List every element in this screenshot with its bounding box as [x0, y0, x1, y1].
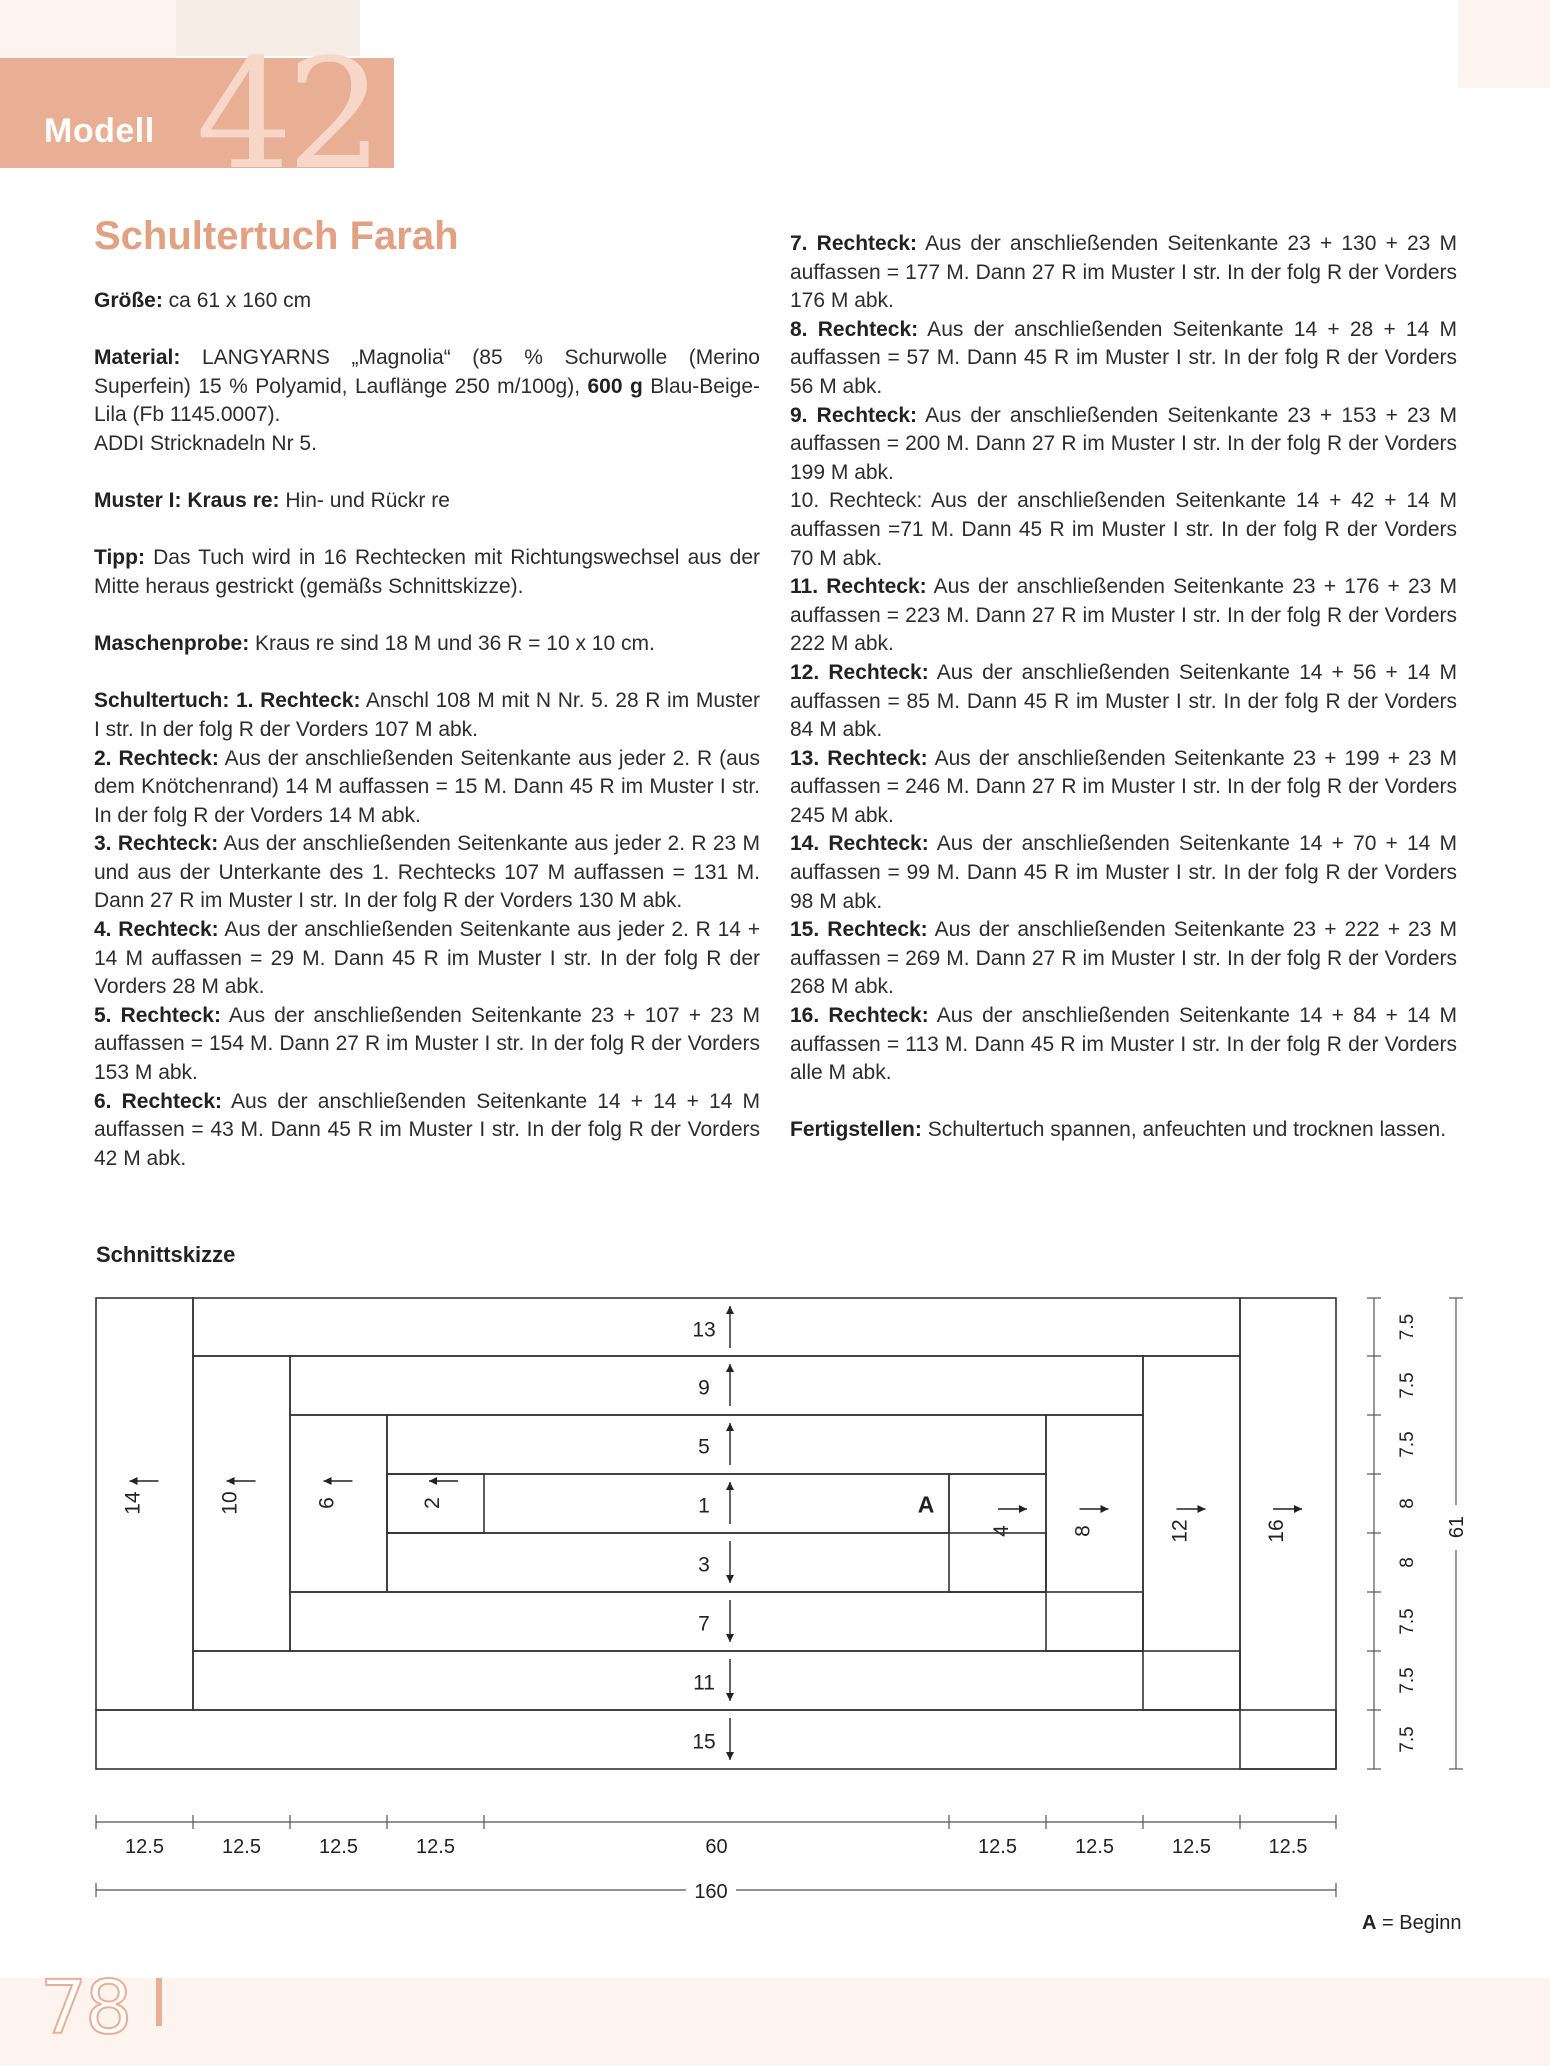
- paragraph-heading: 6. Rechteck:: [94, 1089, 223, 1113]
- rectangle-13: [193, 1298, 1240, 1356]
- direction-arrow-head: [726, 1423, 734, 1431]
- direction-arrow-head: [726, 1364, 734, 1372]
- paragraph-text: Aus der anschließenden Seitenkante 23 + 222 + 23 M auffassen = 269 M. Dann 27 R im Muster I str. In der folg R der Vorders 268 M abk.: [790, 918, 1458, 999]
- width-segment-label: 12.5: [319, 1836, 358, 1858]
- paragraph-heading: Fertigstellen:: [790, 1118, 922, 1142]
- direction-arrow-head: [726, 1693, 734, 1701]
- paragraph-text: ca 61 x 160 cm: [162, 289, 312, 312]
- width-segment-label: 12.5: [1172, 1836, 1211, 1858]
- direction-arrow-head: [726, 1482, 734, 1490]
- paragraph-heading: 5. Rechteck:: [94, 1003, 221, 1027]
- rectangle-label: 3: [698, 1553, 710, 1577]
- rectangle-label: 12: [1168, 1519, 1192, 1543]
- legend-key: A: [1362, 1912, 1377, 1934]
- model-number: 42: [196, 26, 378, 203]
- width-segment-label: 12.5: [416, 1836, 455, 1858]
- rectangle-label: 16: [1265, 1519, 1288, 1543]
- direction-arrow-head: [726, 1634, 734, 1642]
- paragraph-text: Das Tuch wird in 16 Rechtecken mit Richtungswechsel aus der Mitte heraus gestrickt (gemäßs Schnittskizze).: [94, 546, 760, 598]
- direction-arrow-head: [726, 1306, 734, 1314]
- rectangle-7: [290, 1592, 1143, 1651]
- paragraph-text: Kraus re sind 18 M und 36 R = 10 x 10 cm.: [249, 632, 655, 656]
- paragraph-text: 10. Rechteck: Aus der anschließenden Seitenkante 14 + 42 + 14 M auffassen =71 M. Dann 45 R im Muster I str. In der folg R der Vorders 70 M abk.: [790, 489, 1457, 570]
- direction-arrow-head: [1198, 1505, 1206, 1513]
- paragraph-heading: Tipp:: [94, 546, 145, 570]
- paragraph-heading: 2. Rechteck:: [94, 746, 219, 770]
- paragraph-text: Aus der anschließenden Seitenkante 23 + 199 + 23 M auffassen = 246 M. Dann 27 R im Muster I str. In der folg R der Vorders 245 M abk.: [790, 746, 1458, 827]
- rectangle-label: 1: [698, 1494, 710, 1518]
- paragraph-text: Aus der anschließenden Seitenkante aus jeder 2. R (aus dem Knötchenrand) 14 M auffassen = 15 M. Dann 45 R im Muster I str. In der folg R der Vorders 14 M abk.: [94, 746, 760, 827]
- paragraph-text: Aus der anschließenden Seitenkante 14 + 56 + 14 M auffassen = 85 M. Dann 45 R im Muster I str. In der folg R der Vorders 84 M abk.: [790, 660, 1457, 742]
- rectangle-label: 8: [1071, 1525, 1095, 1537]
- paragraph-heading: 13. Rechteck:: [790, 746, 928, 770]
- rectangle-10: [193, 1356, 290, 1651]
- paragraph-heading: Maschenprobe:: [94, 632, 250, 656]
- paragraph-text: Anschl 108 M mit N Nr. 5. 28 R im Muster I str. In der folg R der Vorders 107 M abk.: [94, 689, 760, 741]
- paragraph-text: Aus der anschließenden Seitenkante 23 + 176 + 23 M auffassen = 223 M. Dann 27 R im Muster I str. In der folg R der Vorders 222 M abk.: [790, 575, 1458, 656]
- height-segment-label: 7.5: [1397, 1667, 1418, 1694]
- rectangle-5: [387, 1415, 1046, 1474]
- page-number: 78: [40, 1965, 131, 2051]
- paragraph-heading: Größe:: [94, 289, 163, 312]
- rectangle-label: 5: [698, 1435, 710, 1459]
- paragraph-heading: 8. Rechteck:: [790, 317, 919, 341]
- sketch-title: Schnittskizze: [96, 1242, 236, 1267]
- direction-arrow-head: [726, 1752, 734, 1760]
- width-segment-label: 12.5: [222, 1836, 261, 1858]
- direction-arrow-head: [227, 1477, 235, 1485]
- rectangle-9: [290, 1356, 1143, 1415]
- paragraph-text: Aus der anschließenden Seitenkante 23 + 130 + 23 M auffassen = 177 M. Dann 27 R im Muster I str. In der folg R der Vorders 176 M abk.: [790, 232, 1458, 313]
- paragraph-heading: 3. Rechteck:: [94, 832, 219, 856]
- rectangle-15: [96, 1710, 1336, 1769]
- height-segment-label: 8: [1397, 1557, 1418, 1568]
- paragraph-text: Aus der anschließenden Seitenkante 23 + 107 + 23 M auffassen = 154 M. Dann 27 R im Muster I str. In der folg R der Vorders 153 M abk.: [94, 1003, 760, 1085]
- paragraph-heading: Material:: [94, 346, 181, 370]
- paragraph-text: Aus der anschließenden Seitenkante 14 + 14 + 14 M auffassen = 43 M. Dann 45 R im Muster I str. In der folg R der Vorders 42 M abk.: [94, 1089, 760, 1170]
- legend-text: = Beginn: [1376, 1912, 1462, 1934]
- start-marker: A: [917, 1491, 935, 1518]
- paragraph-text: Aus der anschließenden Seitenkante aus jeder 2. R 14 + 14 M auffassen = 29 M. Dann 45 R im Muster I str. In der folg R der Vorders 28 M abk.: [94, 918, 760, 999]
- rectangle-6: [290, 1415, 387, 1592]
- paragraph-heading: 9. Rechteck:: [790, 403, 918, 427]
- total-height-label: 61: [1446, 1515, 1468, 1539]
- paragraph-heading: 15. Rechteck:: [790, 918, 928, 942]
- page-number-bar: [156, 1978, 162, 2026]
- direction-arrow-head: [1019, 1505, 1027, 1513]
- paragraph-text: Aus der anschließenden Seitenkante 23 + 153 + 23 M auffassen = 200 M. Dann 27 R im Muster I str. In der folg R der Vorders 199 M abk.: [790, 403, 1458, 484]
- paragraph-heading: 14. Rechteck:: [790, 832, 929, 856]
- rectangle-label: 10: [218, 1491, 242, 1515]
- height-segment-label: 7.5: [1397, 1608, 1418, 1635]
- rectangle-1: [387, 1474, 949, 1533]
- rectangle-label: 9: [698, 1376, 710, 1400]
- paragraph-text: Schultertuch spannen, anfeuchten und trocknen lassen.: [921, 1118, 1447, 1142]
- width-segment-label: 12.5: [1268, 1836, 1308, 1858]
- height-segment-label: 7.5: [1397, 1726, 1418, 1753]
- height-segment-label: 7.5: [1397, 1313, 1418, 1341]
- total-width-label: 160: [694, 1881, 728, 1903]
- direction-arrow-head: [130, 1477, 138, 1485]
- paragraph-text: Aus der anschließenden Seitenkante 14 + 70 + 14 M auffassen = 99 M. Dann 45 R im Muster I str. In der folg R der Vorders 98 M abk.: [790, 832, 1457, 913]
- direction-arrow-head: [1101, 1505, 1109, 1513]
- paragraph-heading: 12. Rechteck:: [790, 660, 929, 684]
- rectangle-12: [1143, 1356, 1240, 1710]
- paragraph-heading: 7. Rechteck:: [790, 232, 918, 255]
- width-segment-label: 60: [705, 1836, 728, 1858]
- rectangle-label: 4: [990, 1525, 1013, 1537]
- rectangle-label: 11: [693, 1671, 715, 1695]
- paragraph-text: Blau-Beige-Lila (Fb 1145.0007).: [94, 374, 760, 427]
- rectangle-8: [1046, 1415, 1143, 1651]
- rectangle-label: 6: [315, 1497, 339, 1509]
- rectangle-3: [387, 1533, 1046, 1592]
- paragraph-text: ADDI Stricknadeln Nr 5.: [94, 431, 317, 455]
- paragraph-text: Aus der anschließenden Seitenkante 14 + 84 + 14 M auffassen = 113 M. Dann 45 R im Muster I str. In der folg R der Vorders alle M abk.: [790, 1004, 1457, 1085]
- model-label: Modell: [44, 112, 155, 150]
- height-segment-label: 7.5: [1397, 1372, 1418, 1399]
- paragraph-text: LANGYARNS „Magnolia“ (85 % Schurwolle (Merino Superfein) 15 % Polyamid, Lauflänge 250 m/100g),: [94, 346, 760, 398]
- direction-arrow-head: [1294, 1505, 1302, 1513]
- rectangle-label: 2: [421, 1497, 444, 1509]
- paragraph-text: Aus der anschließenden Seitenkante 14 + 28 + 14 M auffassen = 57 M. Dann 45 R im Muster I str. In der folg R der Vorders 56 M abk.: [790, 317, 1457, 398]
- direction-arrow-head: [726, 1575, 734, 1583]
- width-segment-label: 12.5: [978, 1836, 1017, 1858]
- direction-arrow-head: [324, 1477, 332, 1485]
- paragraph-text: Hin- und Rückr re: [279, 489, 450, 513]
- rectangle-14: [96, 1298, 193, 1710]
- paragraph-heading: 11. Rechteck:: [790, 575, 927, 599]
- rectangle-label: 15: [692, 1730, 716, 1754]
- rectangle-16: [1240, 1298, 1336, 1769]
- height-segment-label: 8: [1397, 1498, 1418, 1509]
- paragraph-heading: Muster I: Kraus re:: [94, 489, 280, 513]
- rectangle-label: 7: [698, 1612, 710, 1636]
- width-segment-label: 12.5: [1075, 1836, 1114, 1858]
- paragraph-heading: Schultertuch: 1. Rechteck:: [94, 689, 361, 713]
- footer-band: [0, 1978, 1550, 2066]
- page-title: Schultertuch Farah: [94, 214, 459, 258]
- rectangle-11: [193, 1651, 1240, 1710]
- height-segment-label: 7.5: [1397, 1431, 1418, 1458]
- width-segment-label: 12.5: [125, 1836, 164, 1858]
- legend: [1362, 1912, 1462, 1935]
- paragraph-emphasis: 600 g: [587, 374, 643, 398]
- direction-arrow-head: [429, 1477, 437, 1485]
- paragraph-text: Aus der anschließenden Seitenkante aus jeder 2. R 23 M und aus der Unterkante des 1. Rechtecks 107 M auffassen = 131 M. Dann 27 R im Muster I str. In der folg R der Vorders 130 M abk.: [94, 832, 760, 913]
- paragraph-heading: 16. Rechteck:: [790, 1004, 929, 1028]
- paragraph-heading: 4. Rechteck:: [94, 918, 219, 942]
- rectangle-label: 13: [692, 1318, 716, 1342]
- rectangle-label: 14: [121, 1491, 145, 1515]
